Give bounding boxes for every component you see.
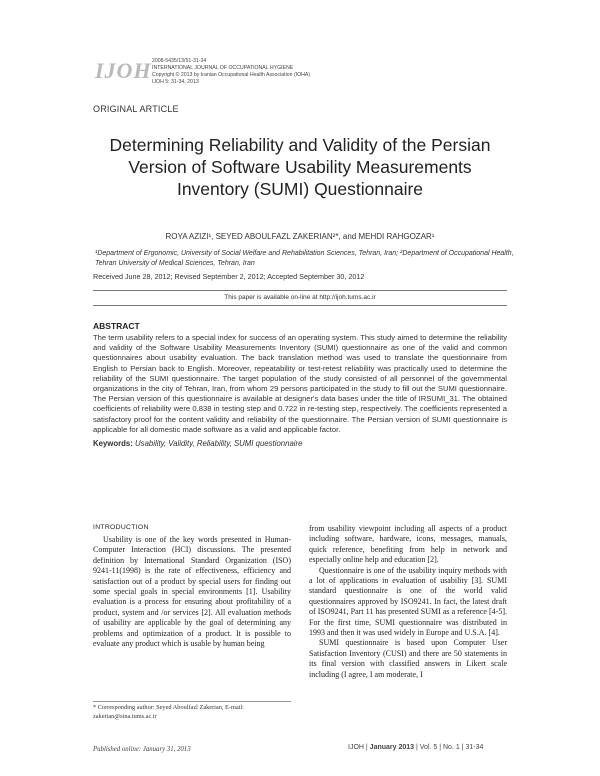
availability-note: This paper is available on-line at http://ijoh.tums.ac.ir xyxy=(224,294,376,301)
abstract-text: The term usability refers to a special index for success of an operating system. This study aimed to determine the reliability and validity of the Software Usability Measurements Inventory (SUMI) questionnaire as one of the valid and common questionnaires about usability evaluation. The back translation method was used to translate the questionnaire from English to Persian back to English. Moreover, repeatability or test-retest reliability was practically used to determine the reliability of the SUMI questionnaire. The target population of the study consisted of all personnel of the governmental organizations in the city of Tehran, Iran, from whom 29 persons participated in the study to fill out the SUMI questionnaire. The Persian version of this questionnaire is available at designer's data bases under the title of IRSUMI_31. The obtained coefficients of reliability were 0.838 in testing step and 0.722 in re-testing step, respectively. The coefficients represented a satisfactory proof for the content validity and reliability of the questionnaire. The Persian version of SUMI questionnaire is applicable for all domestic made software as a valid and applicable factor. xyxy=(93,333,507,434)
header-issue: IJOH 5: 31-34, 2013 xyxy=(152,79,199,85)
published-date: Published online: January 31, 2013 xyxy=(93,746,191,753)
introduction-heading: INTRODUCTION xyxy=(93,524,149,531)
footer-number: No. 1 xyxy=(443,744,460,751)
header-issn: 2008-5435/13/51-31-34 xyxy=(152,58,207,64)
footer-pages: 31-34 xyxy=(465,744,484,751)
header-copyright: Copyright © 2013 by Iranian Occupational Health Association (IOHA) xyxy=(152,72,311,78)
footer-volume: Vol. 5 xyxy=(419,744,438,751)
received-dates: Received June 28, 2012; Revised September 2, 2012; Accepted September 30, 2012 xyxy=(93,272,365,281)
keywords xyxy=(93,439,302,448)
header-journal-name: INTERNATIONAL JOURNAL OF OCCUPATIONAL HYGIENE xyxy=(152,65,294,71)
intro-paragraph: Usability is one of the key words presented in Human-Computer Interaction (HCI) discussions. The presented definition by International Standard Organization (ISO) 9241-11(1998) is the rate of effectiveness, efficiency and satisfaction out of a product by special users for finding out some special goals in special environments [1]. Usability evaluation is a process for ensuring about profitability of a product, system and /or services [2]. All evaluation methods of usability are applicable by the goal of determining any problems and optimization of a product. It is possible to evaluate any product which is usable by human being xyxy=(93,535,291,649)
abstract-heading: ABSTRACT xyxy=(93,321,140,331)
right-column xyxy=(309,524,507,680)
intro-paragraph: from usability viewpoint including all aspects of a product including software, hardware, icons, messages, manuals, quick reference, benefiting from help in network and especially online help and education [2]. xyxy=(309,524,507,565)
footnote-rule xyxy=(93,701,291,702)
corresponding-author-footnote: * Corresponding author: Seyed Aboulfazl Zakerian, E-mail: zakerian@sina.tums.ac.ir xyxy=(93,704,244,720)
intro-paragraph: SUMI questionnaire is based upon Computer User Satisfaction Inventory (CUSI) and there are 50 statements in its final version with classified answers in Likert scale including (I agree, I am moderate, I xyxy=(309,638,507,679)
footer-journal: IJOH xyxy=(348,744,364,751)
footer-date: January 2013 xyxy=(369,744,415,751)
article-title-line-1: Determining Reliability and Validity of the Persian xyxy=(109,135,491,155)
article-title-line-3: Inventory (SUMI) Questionnaire xyxy=(176,179,424,199)
footer-citation: IJOH | January 2013 | Vol. 5 | No. 1 | 31-34 xyxy=(348,744,484,751)
keywords-list: Usability, Validity, Reliability, SUMI questionnaire xyxy=(135,439,303,448)
left-column xyxy=(93,535,291,649)
divider-bottom xyxy=(93,305,507,306)
keywords-label: Keywords: xyxy=(93,439,133,448)
affiliations: ¹Department of Ergonomic, University of Social Welfare and Rehabilitation Sciences, Tehran, Iran; ²Department of Occupational Health, Tehran University of Medical Sciences, Tehran, Iran xyxy=(95,250,514,267)
journal-logo: IJOH xyxy=(95,58,152,83)
section-label: ORIGINAL ARTICLE xyxy=(93,104,179,114)
intro-paragraph: Questionnaire is one of the usability inquiry methods with a lot of applications in evaluation of usability [3]. SUMI standard questionnaire is one of the world valid questionnaires approved by ISO9241. In fact, the latest draft of ISO9241, Part 11 has presented SUMI as a reference [4-5]. For the first time, SUMI questionnaire was distributed in 1993 and then it was used widely in Europe and U.S.A. [4]. xyxy=(309,565,507,638)
article-title-line-2: Version of Software Usability Measurements xyxy=(128,157,472,177)
divider-top xyxy=(93,290,507,291)
authors: ROYA AZIZI¹, SEYED ABOULFAZL ZAKERIAN²*, and MEHDI RAHGOZAR¹ xyxy=(165,232,435,241)
